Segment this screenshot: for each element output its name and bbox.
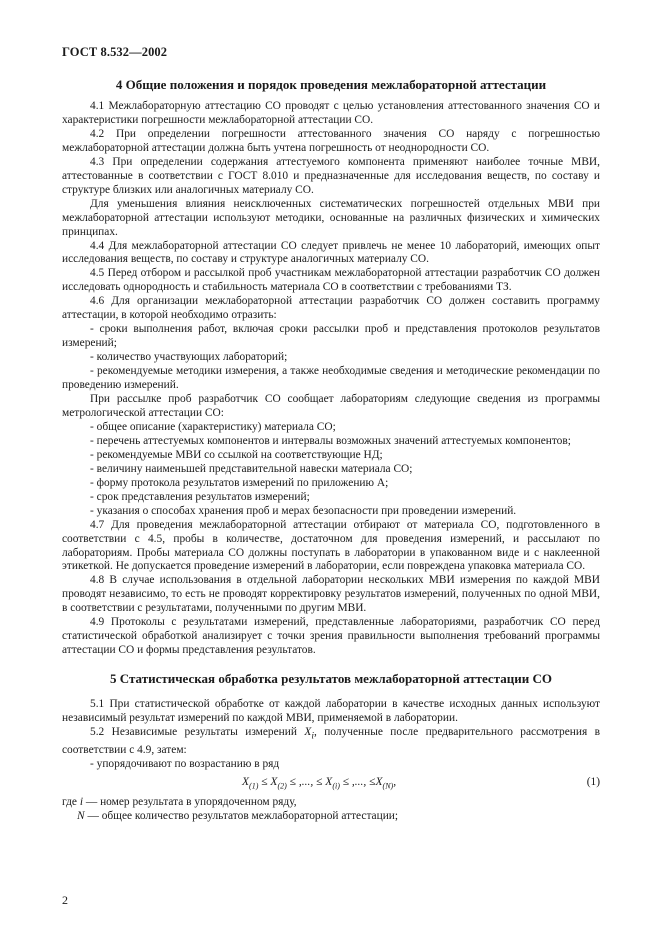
section-4-title: 4 Общие положения и порядок проведения межлабораторной аттестации [115,77,547,92]
paragraph-4-3-note: Для уменьшения влияния неисключенных систематических погрешностей отдельных МВИ при межлабораторной аттестации используют методики, основанные на различных физических и химических принципах. [62,197,600,238]
where-clause-n: N — общее количество результатов межлабораторной аттестации; [77,810,399,822]
list-item: - величину наименьшей представительной навески материала СО; [90,462,413,475]
paragraph-4-9: 4.9 Протоколы с результатами измерений, представленные лабораториями, разработчик СО перед статистической обработкой анализирует с точки зрения правильности выполнения требований программы аттестации СО и формы представления результатов. [62,616,600,657]
paragraph-5-1: 5.1 При статистической обработке от каждой лаборатории в качестве исходных данных используют независимый результат измерений по каждой МВИ, применяемой в лаборатории. [62,698,600,724]
paragraph-program-info: При рассылке проб разработчик СО сообщает лабораториям следующие сведения из программы метрологической аттестации СО: [62,393,600,419]
section-4-body [62,100,600,658]
list-item: - форму протокола результатов измерений по приложению А; [90,476,389,489]
paragraph-4-8: 4.8 В случае использования в отдельной лаборатории нескольких МВИ измерения по каждой МВИ проводят независимо, то есть не проводят корректировку результатов измерений, полученных по одной МВИ, в соответствии с результатами, полученными по другим МВИ. [62,574,600,615]
paragraph-4-1: 4.1 Межлабораторную аттестацию СО проводят с целью установления аттестованного значения СО и характеристики погрешности межлабораторной аттестации СО. [62,100,600,126]
paragraph-5-2: 5.2 Независимые результаты измерений $X_i$, полученные после предварительного рассмотрения в соответствии с 4.9, затем: [62,725,600,757]
list-item: - сроки выполнения работ, включая сроки рассылки проб и представления протоколов результатов измерений; [62,323,600,350]
where-clause-i: где i — номер результата в упорядоченном ряду, [62,796,297,809]
ordered-series-formula: $X_{(1)} \le X_{(2)}$ ≤ ,..., ≤ $X_{(i)}$ ≤ ,..., $\le X_{(N)}$, [242,776,397,791]
list-item: - срок представления результатов измерений; [90,490,310,503]
paragraph-4-5: 4.5 Перед отбором и рассылкой проб участникам межлабораторной аттестации разработчик СО должен исследовать однородность и стабильность материала СО в соответствии с требованиями ТЗ. [62,267,600,294]
list-item: - количество участвующих лабораторий; [90,351,288,364]
section-5-title: 5 Статистическая обработка результатов межлабораторной аттестации СО [110,671,552,686]
page-number: 2 [62,893,68,907]
formula-1 [62,772,600,796]
list-item: - упорядочивают по возрастанию в ряд [90,758,280,771]
section-5-body [62,698,600,824]
paragraph-4-7: 4.7 Для проведения межлабораторной аттестации отбирают от материала СО, подготовленного в соответствии с 4.5, пробы в количестве, достаточном для проведения измерений, и рассылают по лабораториям. Пробы материала СО должны поступать в лаборатории в упакованном виде и с наклеенной этикеткой. Не допускается проведение измерений в лаборатории, если повреждена упаковка материала СО. [62,518,600,573]
list-item: - перечень аттестуемых компонентов и интервалы возможных значений аттестуемых компонентов; [90,434,571,447]
list-item: - рекомендуемые МВИ со ссылкой на соответствующие НД; [90,448,383,461]
paragraph-4-3: 4.3 При определении содержания аттестуемого компонента применяют наиболее точные МВИ, аттестованные в соответствии с ГОСТ 8.010 и предназначенные для исследования веществ, по составу и структуре близких или аналогичных материалу СО. [62,155,600,196]
list-item: - рекомендуемые методики измерения, а также необходимые сведения и методические рекомендации по проведению измерений. [62,365,600,392]
formula-number: (1) [586,776,600,789]
paragraph-4-4: 4.4 Для межлабораторной аттестации СО следует привлечь не менее 10 лабораторий, имеющих опыт исследования веществ, по составу и структуре аналогичных материалу СО. [62,239,600,266]
list-item: - общее описание (характеристику) материала СО; [90,420,336,433]
standard-header: ГОСТ 8.532—2002 [62,45,168,59]
paragraph-4-2: 4.2 При определении погрешности аттестованного значения СО наряду с погрешностью межлабораторной аттестации должна быть учтена погрешность от неоднородности СО. [62,127,600,154]
list-item: - указания о способах хранения проб и мерах безопасности при проведении измерений. [90,504,517,517]
paragraph-4-6: 4.6 Для организации межлабораторной аттестации разработчик СО должен составить программу аттестации, в которой необходимо отразить: [62,295,600,322]
